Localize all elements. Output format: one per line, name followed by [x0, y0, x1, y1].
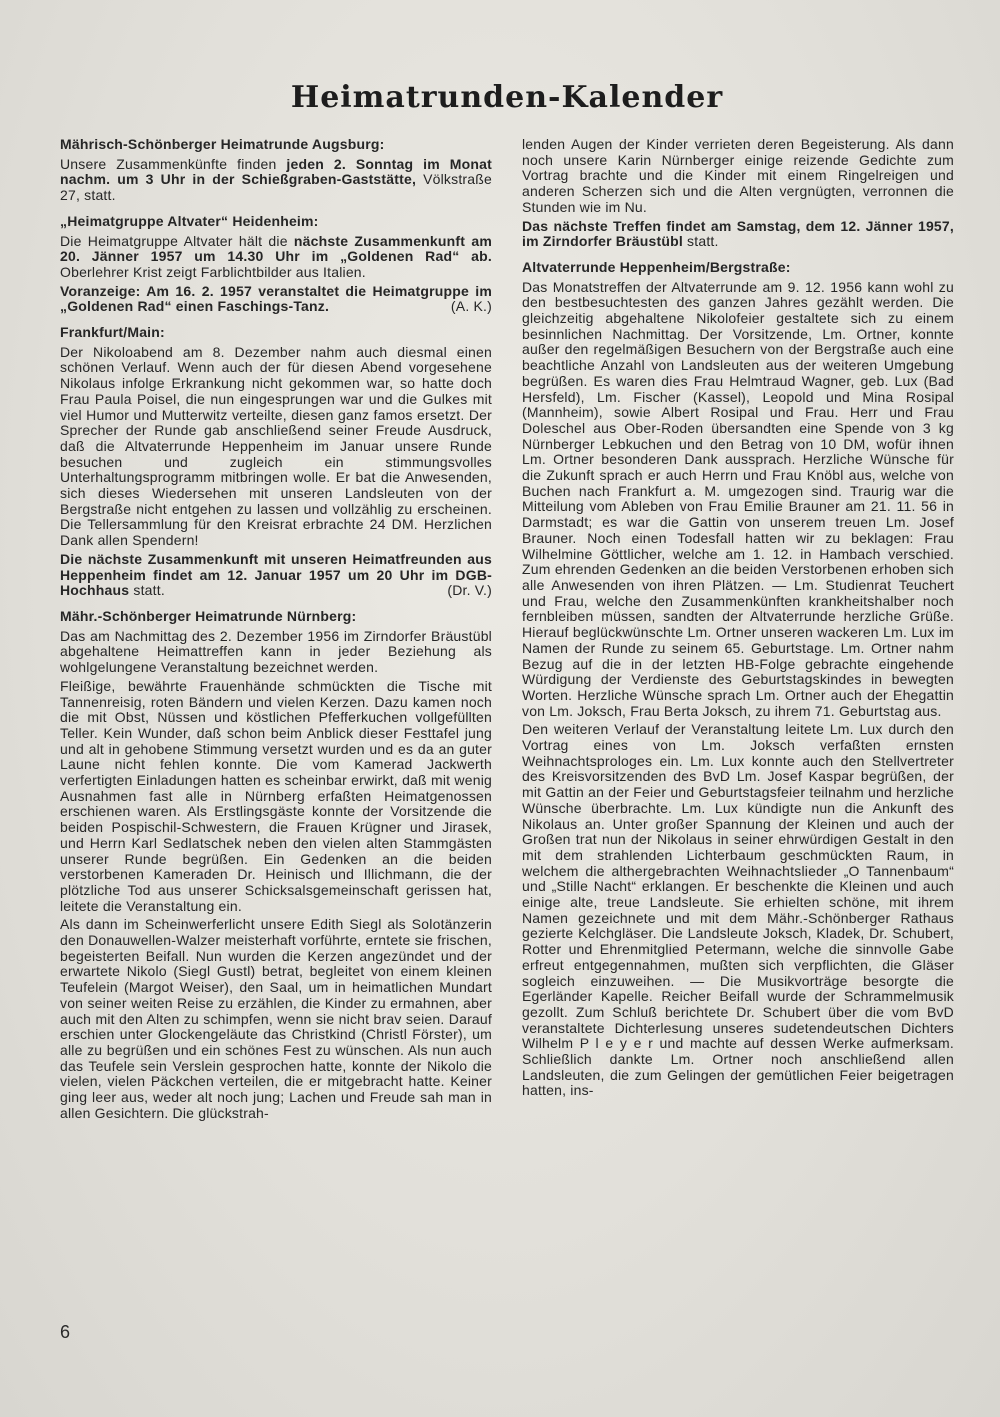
section-heading: Altvaterrunde Heppenheim/Bergstraße:	[522, 258, 791, 275]
page-number: 6	[60, 1322, 71, 1342]
article-section	[522, 137, 954, 250]
right-column	[522, 137, 954, 1121]
paragraph	[522, 137, 954, 216]
text-run: Der Nikoloabend am 8. Dezember nahm auch diesmal einen schönen Verlauf. Wenn auch der für diesen Abend vorgesehene Nikolaus infolge Erkrankung nicht gekommen war, so hatte doch Frau Paula Poisel, die nun eingesprungen war und die Gulkes mit viel Humor und Mutterwitz verteilte, diesen ganz famos ersetzt. Der Sprecher der Runde gab anschließend seiner Freude Ausdruck, daß die Altvaterrunde Heppenheim im Januar unsere Runde besuchen und zugleich ein stimmungsvolles Unterhaltungsprogramm mitbringen wolle. Er bat die Anwesenden, sich dieses Wiedersehen mit unseren Landsleuten von der Bergstraße nicht entgehen zu lassen und vollzählig zu erscheinen. Die Tellersammlung für den Kreisrat erbrachte 24 DM. Herzlichen Dank allen Spendern!	[60, 343, 492, 549]
paragraph	[522, 722, 954, 1099]
paragraph	[60, 679, 492, 915]
paragraph	[60, 157, 492, 204]
paragraph	[60, 345, 492, 549]
text-run: Völkstraße 27, statt.	[60, 171, 492, 204]
text-run: Die Heimatgruppe Altvater hält die	[60, 232, 294, 249]
paragraph	[60, 552, 492, 599]
bold-text-run: Die nächste Zusammenkunft mit unseren Heimatfreunden aus Heppenheim findet am 12. Januar 1957 um 20 Uhr im DGB-Hochhaus	[60, 550, 492, 599]
two-column-layout	[60, 137, 954, 1121]
bold-text-run: jeden 2. Sonntag im Monat nachm. um 3 Uhr in der Schießgraben-Gaststätte,	[60, 155, 492, 188]
text-run: Oberlehrer Krist zeigt Farblichtbilder aus Italien.	[60, 263, 366, 280]
bold-text-run: nächste Zusammenkunft am 20. Jänner 1957 um 14.30 Uhr im „Goldenen Rad“ ab.	[60, 232, 492, 265]
paragraph	[60, 284, 492, 315]
section-heading: Mährisch-Schönberger Heimatrunde Augsburg:	[60, 136, 385, 152]
section-heading: Frankfurt/Main:	[60, 324, 165, 341]
bold-text-run: Das nächste Treffen findet am Samstag, dem 12. Jänner 1957, im Zirndorfer Bräustübl	[522, 217, 954, 250]
paragraph	[60, 917, 492, 1121]
left-column	[60, 137, 492, 1121]
author-initials: (Dr. V.)	[447, 582, 492, 599]
text-run: Als dann im Scheinwerferlicht unsere Edith Siegl als Solotänzerin den Donauwellen-Walzer meisterhaft vorführte, erntete sie frischen, begeisterten Beifall. Nun wurden die Kerzen angezündet und der erwartete Nikolo (Siegl Gustl) betrat, begleitet von einem kleinen Teufelein (Margot Weiser), den Saal, um in heimatlichen Mundart von seiner weiten Reise zu erzählen, die Kinder zu ermahnen, aber auch mit den Alten zu schimpfen, wenn sie nicht brav seien. Darauf erschien unter Glockengeläute das Christkind (Christl Förster), um alle zu begrüßen und ein schönes Fest zu wünschen. Als nun auch das Teufele sein Verslein gesprochen hatte, konnte der Nikolo die vielen, vielen Päckchen verteilen, die er mitgebracht hatte. Keiner ging leer aus, weder alt noch jung; Lachen und Freude sah man in allen Gesichtern. Die glückstrah-	[60, 916, 492, 1121]
author-initials: (A. K.)	[450, 298, 492, 315]
text-run: statt.	[682, 233, 719, 250]
page-title: Heimatrunden-Kalender	[290, 80, 724, 115]
paragraph	[522, 219, 954, 250]
text-run: Fleißige, bewährte Frauenhände schmückten die Tische mit Tannenreisig, roten Bändern und vielen Kerzen. Dazu kamen noch die mit Obst, Nüssen und köstlichen Pfefferkuchen vollgefüllten Teller. Kein Wunder, daß schon beim Anblick dieser Festtafel jung und alt in gehobene Stimmung versetzt wurden und es da an guter Laune nicht fehlen konnte. Die vom Kamerad Jackwerth verfertigten Einladungen hatten es scheinbar erwirkt, daß mit wenig Ausnahmen fast alle in Nürnberg erfaßten Heimatgenossen erschienen waren. Als Erstlingsgäste konnte der Vorsitzende die beiden Pospischil-Schwestern, die Frauen Krügner und Jirasek, und Herrn Karl Sedlatschek neben den vielen alten Stammgästen unserer Runde begrüßen. Ein Gedenken an die beiden verstorbenen Kameraden Dr. Heinisch und Illichmann, die der plötzliche Tod aus unserer Schicksalsgemeinschaft gerissen hat, leitete die Veranstaltung ein.	[60, 677, 492, 914]
section-heading: Mähr.-Schönberger Heimatrunde Nürnberg:	[60, 607, 357, 624]
paragraph	[60, 629, 492, 676]
text-run: Das am Nachmittag des 2. Dezember 1956 im Zirndorfer Bräustübl abgehaltene Heimattreffen kann in jeder Beziehung als wohlgelungene Veranstaltung bezeichnet werden.	[60, 627, 492, 676]
paragraph	[522, 280, 954, 720]
section-heading: „Heimatgruppe Altvater“ Heidenheim:	[60, 212, 319, 229]
text-run: Den weiteren Verlauf der Veranstaltung leitete Lm. Lux durch den Vortrag eines von Lm. Joksch verfaßten ernsten Weihnachtsprologes ein. Lm. Lux konnte auch den Stellvertreter des Kreisvorsitzenden des BvD Lm. Josef Kaspar begrüßen, der mit Gattin an der Feier und Geburtstagsfeier teilnahm und herzliche Wünsche überbrachte. Lm. Lux kündigte nun die Ankunft des Nikolaus an. Unter großer Spannung der Kleinen und auch der Großen trat nun der Nikolaus in seiner ehrwürdigen Gestalt in den mit dem strahlenden Lichterbaum geschmückten Raum, in welchem die althergebrachten Weihnachtslieder „O Tannenbaum“ und „Stille Nacht“ erklangen. Er beschenkte die Kleinen und auch einige alte, treue Landsleute. Sie erhielten schöne, mit ihrem Namen gezeichnete und mit dem Mähr.-Schönberger Rathaus gezierte Kelchgläser. Die Landsleute Joksch, Kladek, Dr. Schubert, Rotter und Ehrenmitglied Petermann, welche die sinnvolle Gabe erfreut entgegennahmen, mußten sich verpflichten, die Gläser sogleich einzuweihen. — Die Musikvorträge besorgte die Egerländer Kapelle. Reicher Beifall wurde der Schrammelmusik gezollt. Zum Schluß berichtete Dr. Schubert über die vom BvD veranstaltete Dichterlesung unseres sudetendeutschen Dichters Wilhelm P l e y e r und machte auf dessen Werke aufmerksam. Schließlich dankte Lm. Ortner noch anschließend allen Landsleuten, die zum Gelingen der gemütlichen Feier beigetragen hatten, ins-	[522, 721, 954, 1099]
paragraph	[60, 234, 492, 281]
article-section	[60, 137, 492, 204]
article-section	[60, 609, 492, 1122]
article-section	[522, 260, 954, 1099]
text-run: statt.	[129, 582, 165, 599]
article-section	[60, 325, 492, 599]
bold-text-run: Voranzeige: Am 16. 2. 1957 veranstaltet die Heimatgruppe im „Goldenen Rad“ einen Faschings-Tanz.	[60, 282, 492, 315]
text-run: Das Monatstreffen der Altvaterrunde am 9. 12. 1956 kann wohl zu den bestbesuchtesten des ganzen Jahres gezählt werden. Die gleichzeitig abgehaltene Nikolofeier gestaltete sich zu einem besinnlichen Nachmittag. Der Vorsitzende, Lm. Ortner, konnte außer den regelmäßigen Besuchern von der Bergstraße auch eine beachtliche Anzahl von Landsleuten aus der weiteren Umgebung begrüßen. Es waren dies Frau Helmtraud Wagner, geb. Lux (Bad Hersfeld), Lm. Fischer (Kassel), Leopold und Mina Rosipal (Mannheim), sowie Albert Rosipal und Frau. Herr und Frau Doleschel aus Ober-Roden übersandten eine Spende von 3 kg Nürnberger Lebkuchen und den Betrag von 10 DM, wofür ihnen Lm. Ortner besonderen Dank aussprach. Herzliche Wünsche für die Zukunft sprach er auch Herrn und Frau Knöbl aus, welche von Buchen nach Frankfurt a. M. umgezogen sind. Traurig war die Mitteilung vom Ableben von Frau Emilie Brauner am 21. 11. 56 in Darmstadt; es war die Gattin von unserem treuen Lm. Josef Brauner. Noch einen Todesfall hatten wir zu beklagen: Frau Wilhelmine Göttlicher, welche am 1. 12. in Hambach verschied. Zum ehrenden Gedenken an die beiden Verstorbenen erhoben sich alle Anwesenden von ihren Plätzen. — Lm. Studienrat Teuchert und Frau, welche den Zusammenkünften krankheitshalber noch fernbleiben müssen, sandten der Altvaterrunde herzliche Grüße. Hierauf beglückwünschte Lm. Ortner unseren wackeren Lm. Lux im Namen der Runde zu seinem 65. Geburtstage. Lm. Ortner nahm Bezug auf die in der letzten HB-Folge gebrachte eingehende Würdigung der Verdienste des Geburtstagskindes in bewegten Worten. Herzliche Wünsche sprach Lm. Ortner auch der Ehegattin von Lm. Joksch, Frau Berta Joksch, zu ihrem 71. Geburtstag aus.	[522, 278, 954, 719]
text-run: lenden Augen der Kinder verrieten deren Begeisterung. Als dann noch unsere Karin Nürnberger einige reizende Gedichte zum Vortrag brachte und die Kinder mit einem Ringelreigen und anderen Scherzen sich und die Alten vergnügten, verronnen die Stunden wie im Nu.	[522, 136, 954, 215]
article-section	[60, 214, 492, 315]
text-run: Unsere Zusammenkünfte finden	[60, 155, 287, 172]
